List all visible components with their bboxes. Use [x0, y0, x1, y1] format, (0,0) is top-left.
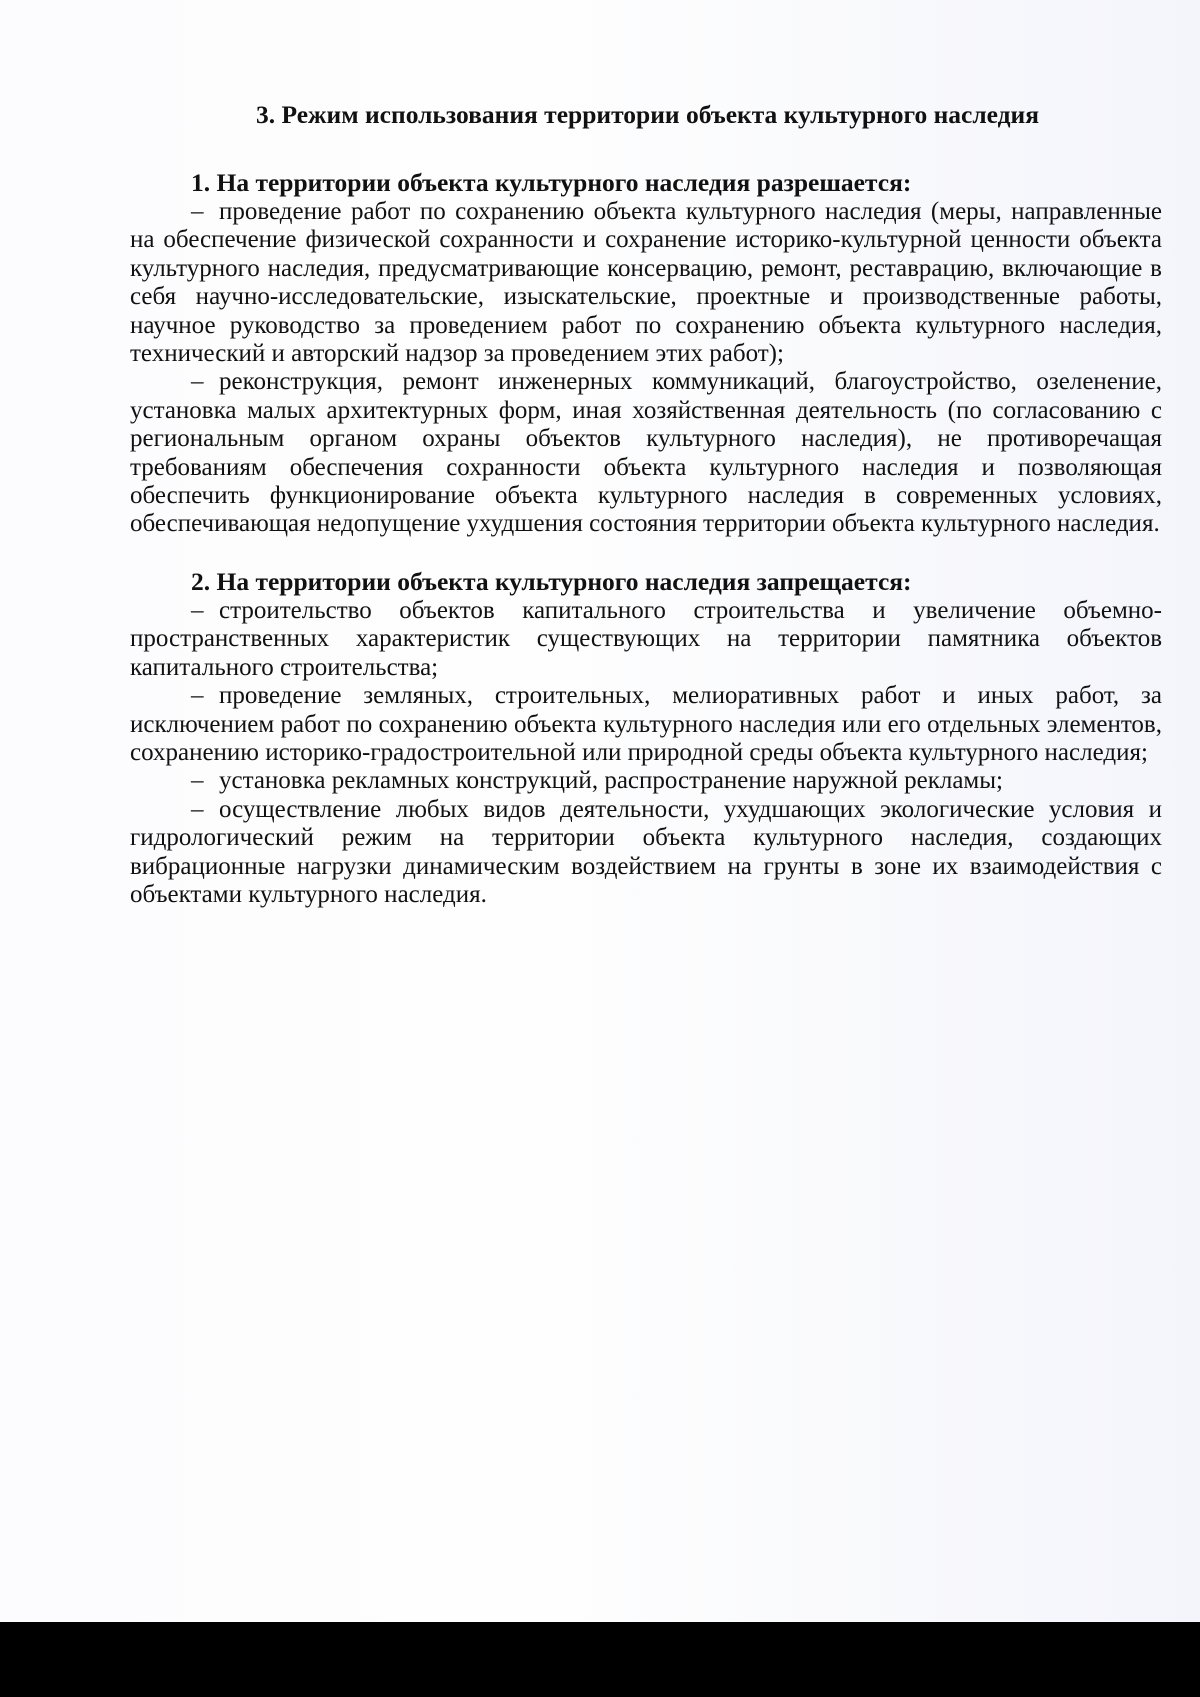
list-item-text: проведение работ по сохранению объекта культурного наследия (меры, направленные на обеспечение физической сохранности и сохранение историко-культурной ценности объекта культурного наследия, предусматривающие консервацию, ремонт, реставрацию, включающие в себя научно-исследовательские, изыскательские, проектные и производственные работы, научное руководство за проведением работ по сохранению объекта культурного наследия, технический и авторский надзор за проведением этих работ); — [130, 198, 1162, 368]
section-heading-prohibited: 2. На территории объекта культурного наследия запрещается: — [191, 566, 912, 596]
document-title: 3. Режим использования территории объекта культурного наследия — [256, 100, 1040, 129]
bullet-dash: – — [191, 596, 204, 624]
list-item-text: установка рекламных конструкций, распространение наружной рекламы; — [219, 767, 1003, 795]
list-item — [130, 796, 1162, 910]
list-item — [130, 198, 1162, 368]
list-item — [130, 767, 1162, 795]
list-item-text: реконструкция, ремонт инженерных коммуникаций, благоустройство, озеленение, установка малых архитектурных форм, иная хозяйственная деятельность (по согласованию с региональным органом охраны объектов культурного наследия), не противоречащая требованиям обеспечения сохранности объекта культурного наследия и позволяющая обеспечить функционирование объекта культурного наследия в современных условиях, обеспечивающая недопущение ухудшения состояния территории объекта культурного наследия. — [130, 368, 1162, 538]
bullet-dash: – — [191, 198, 204, 225]
document-body — [130, 100, 1162, 909]
bullet-dash: – — [191, 682, 204, 710]
bullet-dash: – — [191, 368, 204, 396]
list-item — [130, 368, 1162, 538]
bullet-dash: – — [191, 795, 204, 823]
list-item — [130, 682, 1162, 767]
section-allowed — [130, 168, 1162, 539]
section-spacer — [130, 539, 1162, 567]
list-item-text: осуществление любых видов деятельности, ухудшающих экологические условия и гидрологический режим на территории объекта культурного наследия, создающих вибрационные нагрузки динамическим воздействием на грунты в зоне их взаимодействия с объектами культурного наследия. — [130, 795, 1162, 908]
bullet-dash: – — [191, 767, 204, 795]
section-heading-allowed: 1. На территории объекта культурного наследия разрешается: — [191, 168, 912, 197]
section-prohibited — [130, 567, 1162, 909]
list-item — [130, 597, 1162, 682]
list-item-text: проведение земляных, строительных, мелиоративных работ и иных работ, за исключением работ по сохранению объекта культурного наследия или его отдельных элементов, сохранению историко-градостроительной или природной среды объекта культурного наследия; — [130, 682, 1162, 766]
list-item-text: строительство объектов капитального строительства и увеличение объемно-пространственных характеристик существующих на территории памятника объектов капитального строительства; — [130, 596, 1162, 681]
scan-bottom-border — [0, 1622, 1200, 1697]
